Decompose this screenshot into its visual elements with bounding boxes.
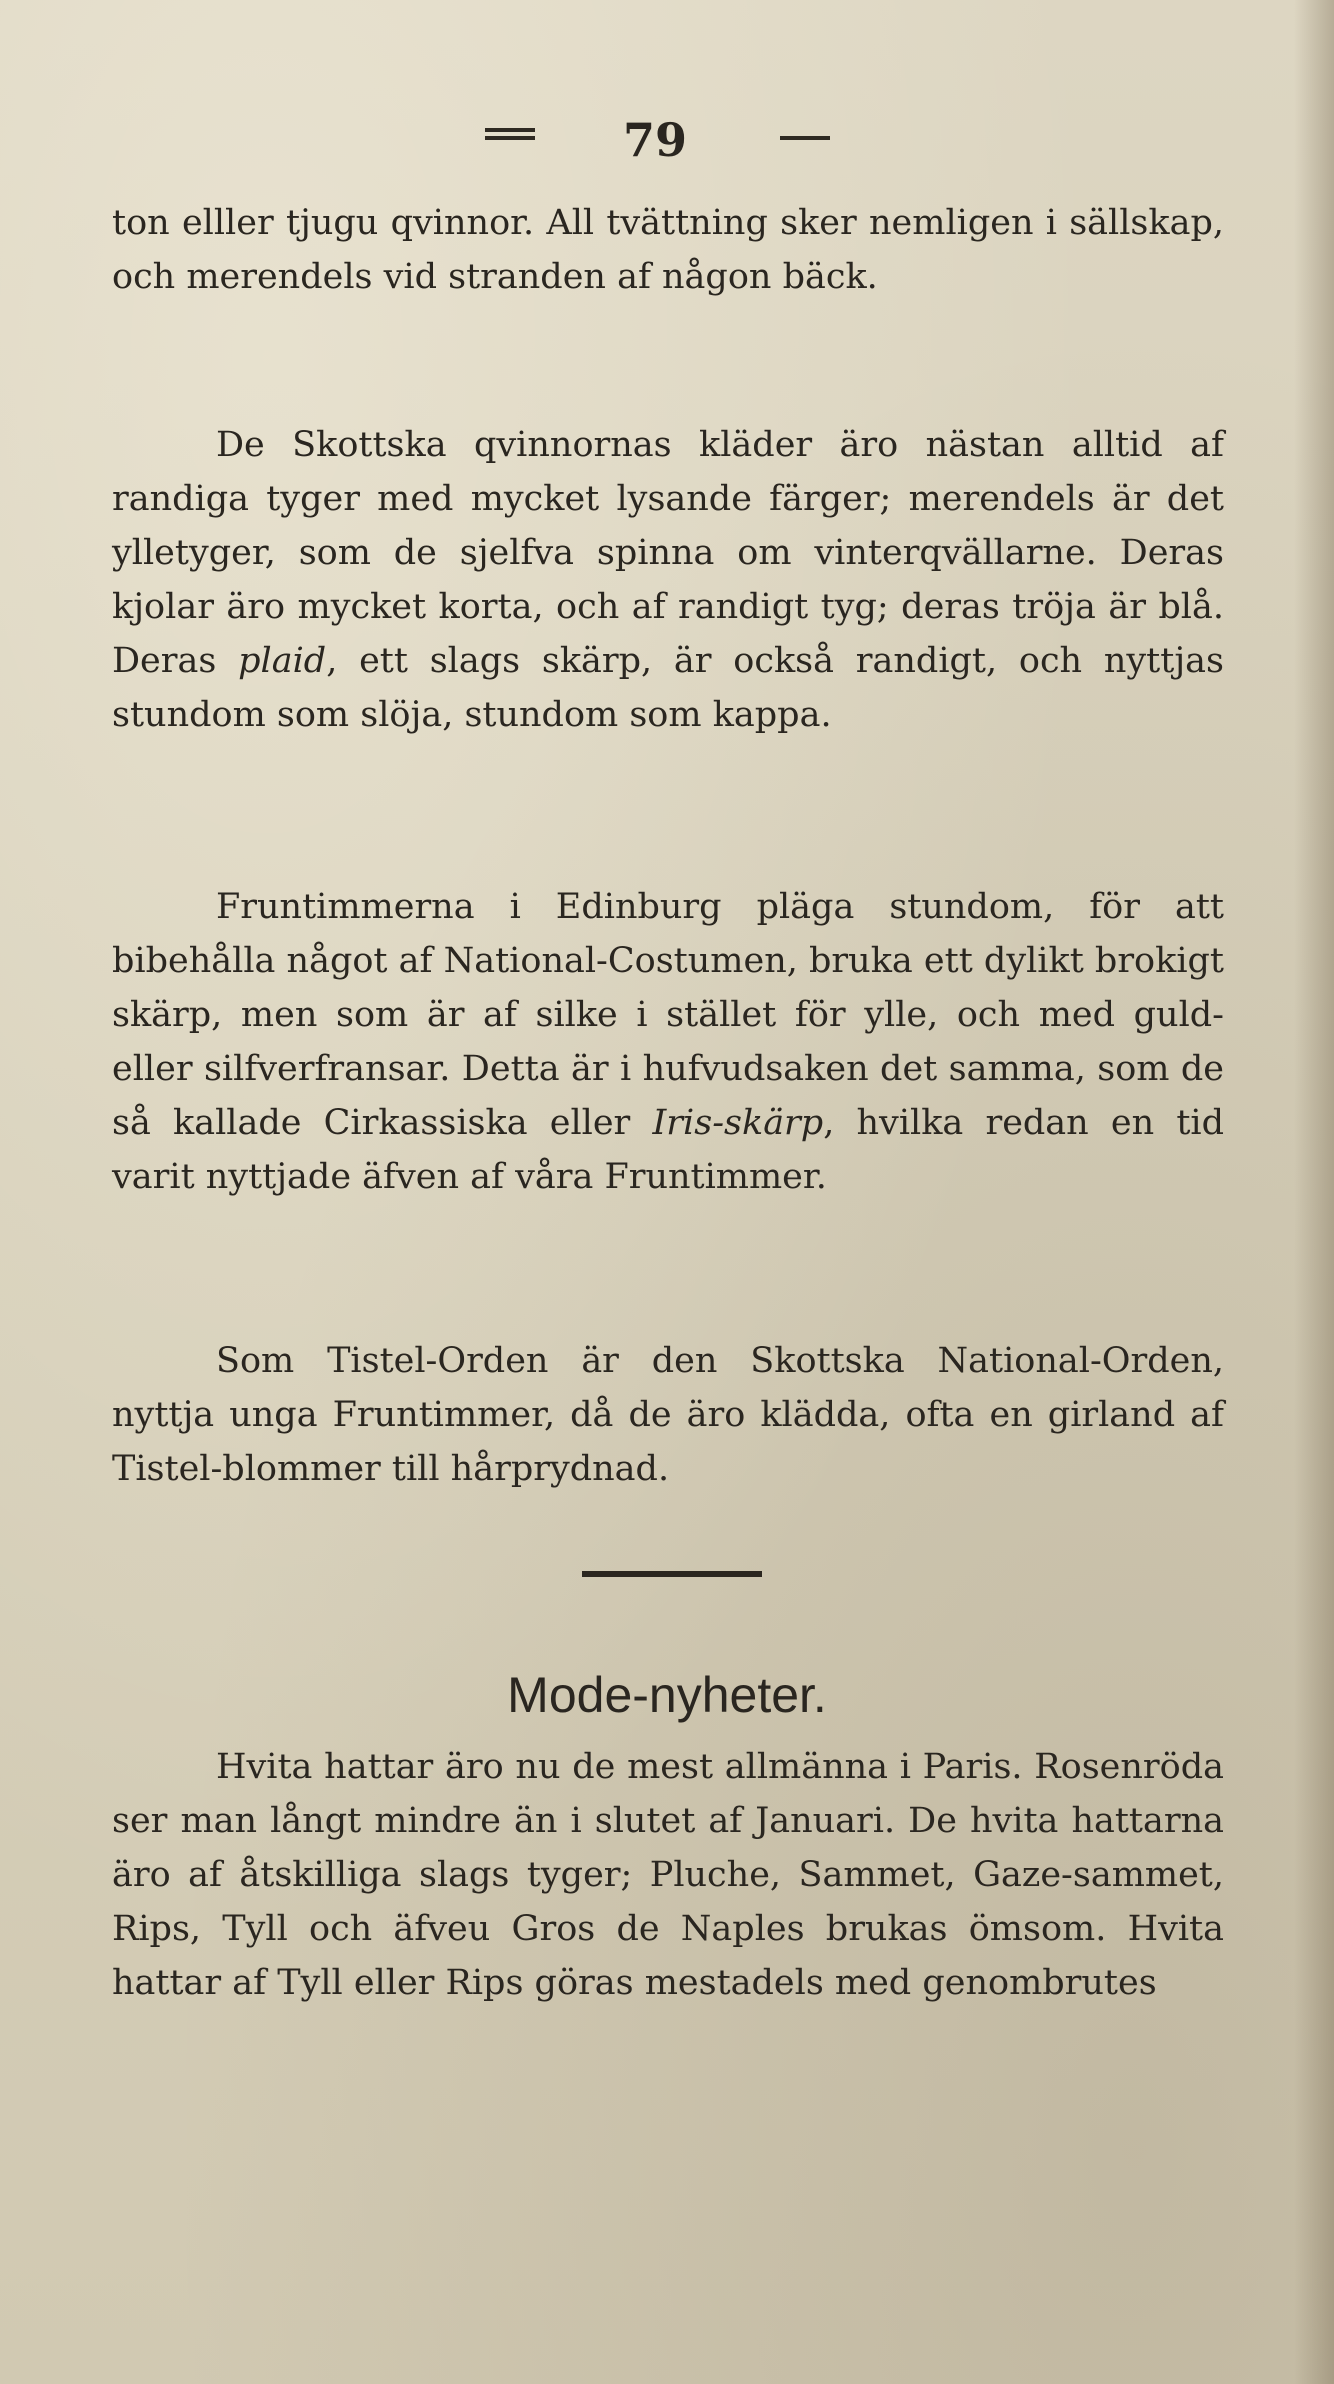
italic-term: plaid bbox=[238, 641, 327, 681]
paragraph-text: Som Tistel-Orden är den Skottska National-Orden, nyttja unga Fruntimmer, då de äro klädda, ofta en girland af Tistel-blommer till hårprydnad. bbox=[112, 1341, 1224, 1489]
paragraph-text: ton elller tjugu qvinnor. All tvättning sker nemligen i sällskap, och merendels vid stranden af någon bäck. bbox=[112, 203, 1224, 297]
paragraph-edinburgh-ladies bbox=[112, 880, 1224, 1204]
page-header bbox=[0, 110, 1334, 170]
paragraph-thistle-order bbox=[112, 1334, 1224, 1496]
page-number: 79 bbox=[622, 113, 687, 167]
italic-term: Iris-skärp bbox=[652, 1103, 824, 1143]
page-edge-shadow bbox=[1294, 0, 1334, 2384]
paragraph-continuation bbox=[112, 196, 1224, 304]
section-title: Mode-nyheter. bbox=[507, 1667, 827, 1723]
paragraph-text bbox=[112, 880, 1224, 1204]
paragraph-scottish-clothing bbox=[112, 418, 1224, 742]
paragraph-text-end: , hvilka redan en tid varit nyttjade äfven af våra Fruntimmer. bbox=[112, 1103, 1224, 1197]
header-ornament-left bbox=[485, 128, 535, 140]
paragraph-text: Hvita hattar äro nu de mest allmänna i Paris. Rosenröda ser man långt mindre än i slutet af Januari. De hvita hattarna äro af åtskilliga slags tyger; Pluche, Sammet, Gaze-sammet, Rips, Tyll och äfveu Gros de Naples brukas ömsom. Hvita hattar af Tyll eller Rips göras mestadels med genombrutes bbox=[112, 1747, 1224, 2003]
paragraph-text-end: , ett slags skärp, är också randigt, och nyttjas stundom som slöja, stundom som kappa. bbox=[112, 641, 1224, 735]
section-divider bbox=[582, 1571, 762, 1577]
paragraph-text-start: Fruntimmerna i Edinburg pläga stundom, för att bibehålla något af National-Costumen, bruka ett dylikt brokigt skärp, men som är af silke i stället för ylle, och med guld- eller silfverfransar. Detta är i hufvudsaken det samma, som de så kallade Cirkassiska eller bbox=[112, 887, 1224, 1143]
paragraph-text bbox=[112, 418, 1224, 742]
header-ornament-right bbox=[780, 136, 830, 140]
paragraph-fashion-news bbox=[112, 1740, 1224, 2010]
paragraph-text-start: De Skottska qvinnornas kläder äro nästan alltid af randiga tyger med mycket lysande färger; merendels är det ylletyger, som de sjelfva spinna om vinterqvällarne. Deras kjolar äro mycket korta, och af randigt tyg; deras tröja är blå. Deras bbox=[112, 425, 1224, 681]
